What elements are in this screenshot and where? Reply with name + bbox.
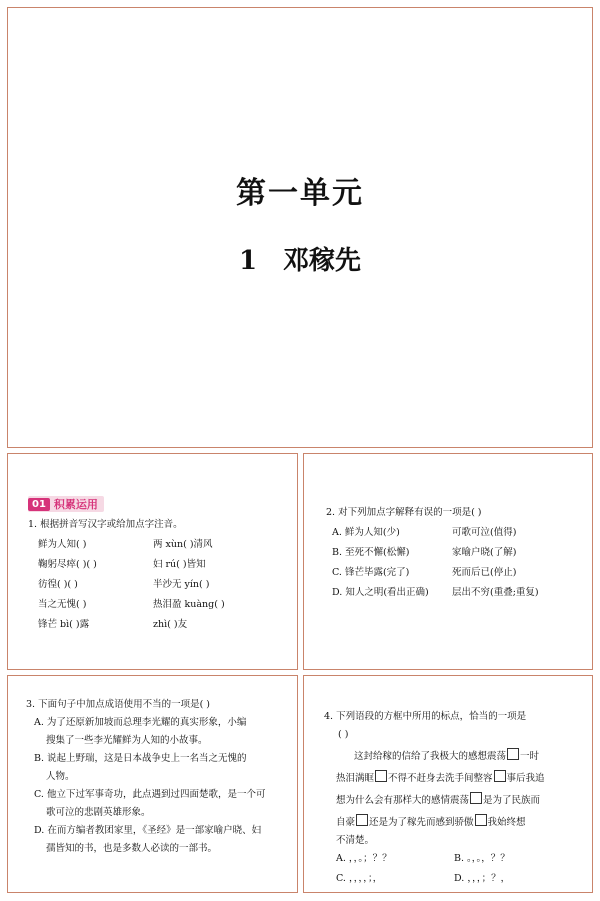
- lesson-name: 邓稼先: [283, 246, 362, 276]
- pinyin-item: 鞠躬尽瘁( )( ): [38, 559, 97, 570]
- question-4-stem: 4. 下列语段的方框中所用的标点，恰当的一项是: [324, 711, 527, 722]
- passage-line: 自豪 还是为了稼先而感到骄傲 我始终想: [336, 814, 526, 829]
- passage-line: 不清楚。: [336, 835, 375, 846]
- option-text: 人物。: [46, 771, 75, 782]
- section-name: 积累运用: [53, 498, 98, 511]
- answer-bracket: ( ): [338, 729, 349, 740]
- question-1-slide: [7, 453, 298, 670]
- lesson-number: 1: [238, 246, 258, 276]
- pinyin-item: zhì( )友: [153, 619, 188, 630]
- passage-line: 热泪满眶 不得不赶身去洗手间整容 事后我追: [336, 770, 545, 785]
- option-text: 孺皆知的书，也是多数人必读的一部书。: [46, 843, 218, 854]
- answer-option-a: A. ，，。；？？: [336, 853, 392, 864]
- section-header: [28, 496, 104, 512]
- answer-option-b: B. 。，。，？？: [454, 853, 510, 864]
- punctuation-box: [375, 770, 387, 782]
- section-number: 01: [28, 498, 50, 511]
- punctuation-box: [494, 770, 506, 782]
- question-2-stem: 2. 对下列加点字解释有误的一项是( ): [326, 507, 482, 518]
- question-3-stem: 3. 下面句子中加点成语使用不当的一项是( ): [26, 699, 211, 710]
- pinyin-item: 鲜为人知( ): [38, 539, 87, 550]
- option-text: B. 说起上野瑞，这是日本战争史上一名当之无愧的: [34, 753, 247, 764]
- option-text: D. 在而方编者教团家里，《圣经》是一部家喻户晓、妇: [34, 825, 262, 836]
- option-a-left: A. 鲜为人知(少): [332, 527, 400, 538]
- punctuation-box: [470, 792, 482, 804]
- unit-title: 第一单元: [236, 176, 364, 211]
- option-text: 搜集了一些李光耀鲜为人知的小故事。: [46, 735, 208, 746]
- lesson-title: [8, 240, 592, 277]
- option-text: C. 他立下过军事奇功，此点遇到过四面楚歌，是一个可: [34, 789, 266, 800]
- option-text: 歌可泣的悲剧英雄形象。: [46, 807, 151, 818]
- pinyin-item: 彷徨( )( ): [38, 579, 78, 590]
- punctuation-box: [507, 748, 519, 760]
- option-d-left: D. 知人之明(看出正确): [332, 587, 429, 598]
- option-d-right: 层出不穷(重叠;重复): [452, 587, 539, 598]
- pinyin-item: 当之无愧( ): [38, 599, 87, 610]
- pinyin-item: 妇 rú( )皆知: [153, 559, 206, 570]
- option-c-right: 死而后已(停止): [452, 567, 517, 578]
- passage-line: 这封给稼的信给了我极大的感想震荡 一时: [354, 748, 539, 763]
- punctuation-box: [475, 814, 487, 826]
- option-b-right: 家喻户晓(了解): [452, 547, 517, 558]
- punctuation-box: [356, 814, 368, 826]
- question-4-slide: [303, 675, 593, 893]
- option-a-right: 可歌可泣(值得): [452, 527, 517, 538]
- option-text: A. 为了还原新加坡而总理李光耀的真实形象，小编: [34, 717, 247, 728]
- answer-option-d: D. ，，，；？，: [454, 873, 511, 884]
- question-2-slide: [303, 453, 593, 670]
- passage-line: 想为什么会有那样大的感情震荡 是为了民族而: [336, 792, 540, 807]
- answer-option-c: C. ，，，，；，: [336, 873, 383, 884]
- question-3-slide: [7, 675, 298, 893]
- pinyin-item: 锋芒 bì( )露: [38, 619, 90, 630]
- option-c-left: C. 锋芒毕露(完了): [332, 567, 410, 578]
- pinyin-item: 热泪盈 kuàng( ): [153, 599, 225, 610]
- question-1-stem: 1. 根据拼音写汉字或给加点字注音。: [28, 519, 183, 530]
- pinyin-item: 两 xùn( )清风: [153, 539, 213, 550]
- pinyin-item: 半沙无 yín( ): [153, 579, 210, 590]
- option-b-left: B. 至死不懈(松懈): [332, 547, 410, 558]
- title-slide: [7, 7, 593, 448]
